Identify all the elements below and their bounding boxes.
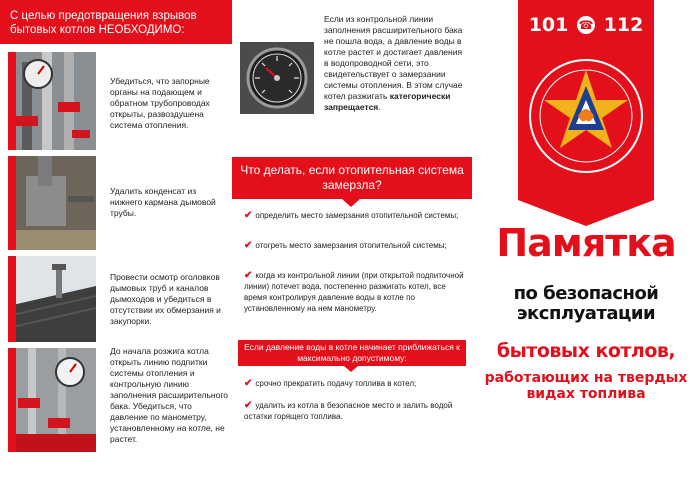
chimney-pocket-photo [8, 156, 96, 250]
frozen-question-header: Что делать, если отопительная система замерзла? [232, 157, 472, 199]
valves-illustration-icon [8, 52, 96, 150]
emergency-phones [518, 14, 654, 36]
middle-column [232, 0, 472, 490]
subtitle-fuel: работающих на твердых видах топлива [484, 370, 688, 402]
phone-icon: ☎ [578, 18, 594, 32]
item-text: Провести осмотр оголовков дымовых труб и каналов дымоходов и убедиться в отсутствии их обмерзания и закупорки. [110, 272, 221, 326]
list-item [0, 256, 232, 342]
frozen-warning-bold: категорически запрещается [324, 91, 451, 112]
list-item: ✔ отогреть место замерзания отопительной системы; [244, 240, 447, 251]
check-icon: ✔ [244, 270, 253, 281]
boiler-pipes-illustration-icon [8, 348, 96, 452]
header-pointer [344, 366, 358, 372]
list-item [0, 156, 232, 250]
list-item: ✔ удалить из котла в безопасное место и залить водой остатки горящего топлива. [244, 400, 453, 421]
frozen-warning-body: Если из контрольной линии заполнения расширительного бака не пошла вода, а давление воды в котле растет и достигает давления в водопроводной сети, это свидетельствует о замерзании системы отопления. В этом случае котел разжигать [324, 14, 463, 101]
valves-photo [8, 52, 96, 150]
header-pointer [342, 199, 360, 207]
list-item [0, 52, 232, 150]
list-item: ✔ определить место замерзания отопительной системы; [244, 210, 459, 221]
page-title: Памятка [496, 221, 676, 265]
list-item: ✔ срочно прекратить подачу топлива в котел; [244, 378, 417, 389]
list-item: ✔ когда из контрольной линии (при открытой подпиточной линии) потечет вода, постепенно разжигать котел, все время контролируя давление воды в котле по установленному на нем манометру. [244, 270, 464, 313]
subtitle-safety: по безопасной эксплуатации [513, 283, 659, 324]
subtitle-boilers: бытовых котлов, [496, 340, 676, 362]
check-icon: ✔ [244, 400, 253, 411]
item-text: До начала розжига котла открыть линию подпитки системы отопления и контрольную линию заполнения расширительного бака. Убедиться, что давление по манометру, установленному на котле, не растет. [110, 346, 228, 444]
roof-chimney-photo [8, 256, 96, 342]
pressure-header: Если давление воды в котле начинает приближаться к максимально допустимому: [238, 340, 466, 366]
item-text: Убедиться, что запорные органы на подающем и обратном трубопроводах открыты, развоздушена система отопления. [110, 76, 210, 130]
left-column [0, 0, 232, 490]
check-icon: ✔ [244, 240, 253, 251]
list-item [0, 348, 232, 484]
frozen-warning-text: Если из контрольной линии заполнения расширительного бака не пошла вода, а давление воды в котле растет и достигает давления в водопроводной сети, это свидетельствует о замерзании системы отопления. В этом случае котел разжигать категорически запрещается. [324, 14, 463, 112]
emergency-banner [518, 0, 654, 200]
pressure-gauge-photo [240, 42, 314, 114]
chimney-illustration-icon [8, 156, 96, 250]
boiler-pipes-photo [8, 348, 96, 452]
item-text: Удалить конденсат из нижнего кармана дымовой трубы. [110, 186, 216, 218]
phone-number-112: 112 [603, 14, 644, 36]
check-icon: ✔ [244, 378, 253, 389]
phone-number-101: 101 [528, 14, 569, 36]
left-header: С целью предотвращения взрывов бытовых котлов НЕОБХОДИМО: [0, 0, 232, 44]
emblem-icon [518, 50, 654, 200]
roof-illustration-icon [8, 256, 96, 342]
check-icon: ✔ [244, 210, 253, 221]
right-column [472, 0, 700, 490]
pressure-gauge-icon [240, 42, 314, 114]
